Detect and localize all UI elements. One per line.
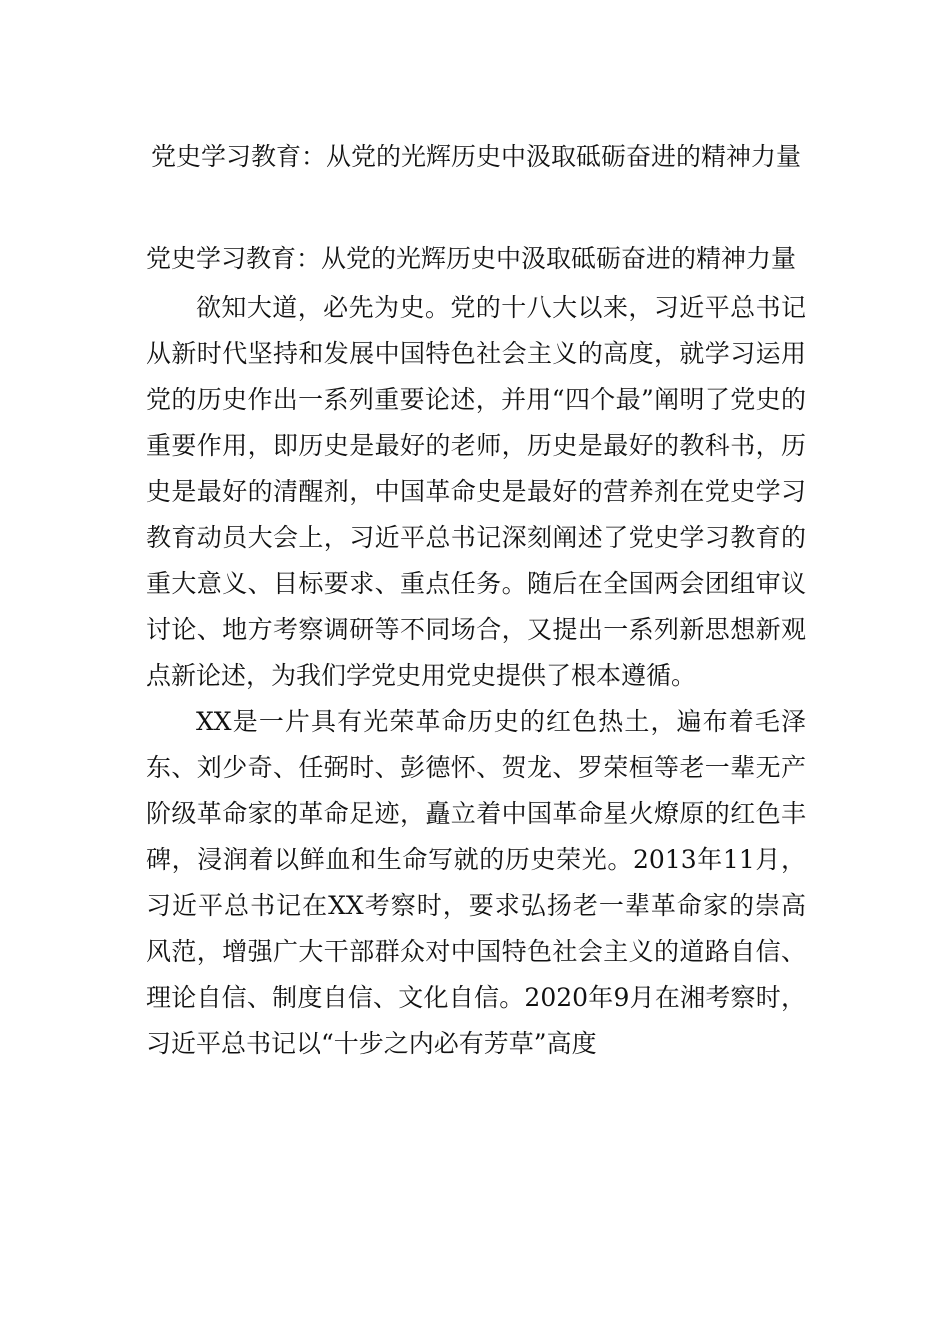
document-body [146,236,806,1067]
document-subtitle: 党史学习教育：从党的光辉历史中汲取砥砺奋进的精神力量 [146,244,797,273]
paragraph: XX是一片具有光荣革命历史的红色热土，遍布着毛泽东、刘少奇、任弼时、彭德怀、贺龙、罗荣桓等老一辈无产阶级革命家的革命足迹，矗立着中国革命星火燎原的红色丰碑，浸润着以鲜血和生命写就的历史荣光。2013年11月，习近平总书记在XX考察时，要求弘扬老一辈革命家的崇高风范，增强广大干部群众对中国特色社会主义的道路自信、理论自信、制度自信、文化自信。2020年9月在湘考察时，习近平总书记以“十步之内必有芳草”高度 [146,707,806,1058]
paragraph: 欲知大道，必先为史。党的十八大以来，习近平总书记从新时代坚持和发展中国特色社会主义的高度，就学习运用党的历史作出一系列重要论述，并用“四个最”阐明了党史的重要作用，即历史是最好的老师，历史是最好的教科书，历史是最好的清醒剂，中国革命史是最好的营养剂在党史学习教育动员大会上，习近平总书记深刻阐述了党史学习教育的重大意义、目标要求、重点任务。随后在全国两会团组审议讨论、地方考察调研等不同场合，又提出一系列新思想新观点新论述，为我们学党史用党史提供了根本遵循。 [146,293,806,690]
document-title: 党史学习教育：从党的光辉历史中汲取砥砺奋进的精神力量 [150,142,801,171]
